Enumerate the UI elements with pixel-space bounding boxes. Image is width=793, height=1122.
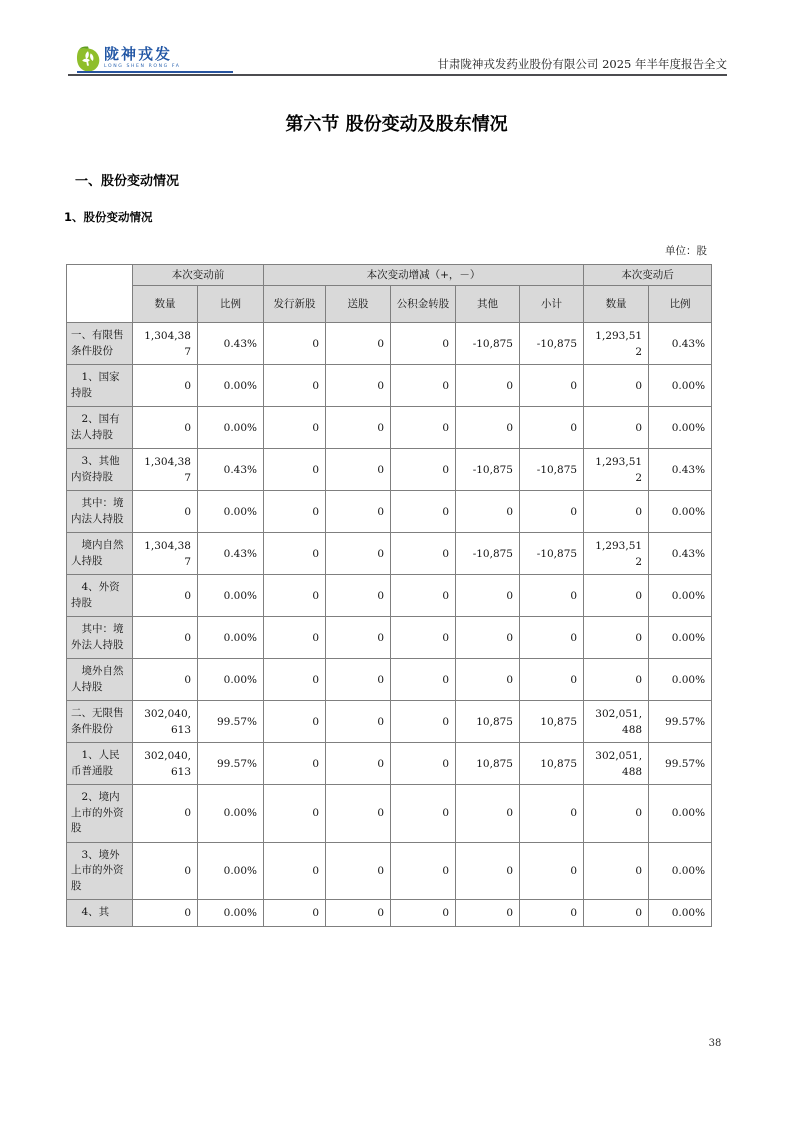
cell-value: 0 xyxy=(391,743,456,785)
cell-value: 1,304,387 xyxy=(133,323,198,365)
cell-value: 0 xyxy=(264,407,326,449)
row-label: 一、有限售条件股份 xyxy=(67,323,133,365)
cell-value: 0 xyxy=(456,575,520,617)
column-header: 其他 xyxy=(456,286,520,323)
table-row xyxy=(67,365,712,407)
cell-value: 0 xyxy=(264,743,326,785)
group-header-after: 本次变动后 xyxy=(584,265,712,286)
cell-value: 0.00% xyxy=(649,407,712,449)
cell-value: 0 xyxy=(584,365,649,407)
cell-value: 0 xyxy=(520,785,584,843)
cell-value: 0 xyxy=(326,659,391,701)
header-rule xyxy=(68,74,727,76)
column-header: 小计 xyxy=(520,286,584,323)
cell-value: 0 xyxy=(391,785,456,843)
row-label: 4、其 xyxy=(67,900,133,927)
cell-value: 0 xyxy=(326,407,391,449)
row-label: 3、境外上市的外资股 xyxy=(67,842,133,900)
cell-value: 0 xyxy=(391,659,456,701)
cell-value: 0 xyxy=(326,842,391,900)
cell-value: 0 xyxy=(326,617,391,659)
cell-value: 0 xyxy=(264,533,326,575)
cell-value: 0.00% xyxy=(649,365,712,407)
cell-value: 0 xyxy=(391,900,456,927)
cell-value: 0 xyxy=(520,900,584,927)
company-logo xyxy=(76,46,180,72)
cell-value: 0 xyxy=(456,659,520,701)
cell-value: 0 xyxy=(584,900,649,927)
cell-value: 0.43% xyxy=(198,533,264,575)
column-header: 送股 xyxy=(326,286,391,323)
cell-value: 0 xyxy=(520,407,584,449)
cell-value: 0.00% xyxy=(198,407,264,449)
cell-value: 0 xyxy=(391,533,456,575)
table-row xyxy=(67,323,712,365)
cell-value: 1,293,512 xyxy=(584,449,649,491)
cell-value: 0 xyxy=(133,842,198,900)
row-label: 1、国家持股 xyxy=(67,365,133,407)
cell-value: 0 xyxy=(456,842,520,900)
cell-value: 0 xyxy=(326,575,391,617)
cell-value: 0.00% xyxy=(198,575,264,617)
cell-value: 0.43% xyxy=(649,449,712,491)
row-label: 2、国有法人持股 xyxy=(67,407,133,449)
cell-value: 302,051,488 xyxy=(584,743,649,785)
cell-value: 0 xyxy=(326,900,391,927)
cell-value: 0 xyxy=(326,533,391,575)
table-header-groups-row xyxy=(67,265,712,286)
cell-value: 0 xyxy=(456,491,520,533)
page-title: 第六节 股份变动及股东情况 xyxy=(285,114,508,135)
row-label: 其中：境外法人持股 xyxy=(67,617,133,659)
cell-value: 0 xyxy=(264,842,326,900)
cell-value: 0 xyxy=(391,449,456,491)
cell-value: -10,875 xyxy=(520,449,584,491)
cell-value: 0 xyxy=(584,407,649,449)
cell-value: 0 xyxy=(520,365,584,407)
cell-value: 0 xyxy=(326,701,391,743)
table-corner-cell xyxy=(67,265,133,323)
cell-value: 0 xyxy=(264,900,326,927)
group-header-change: 本次变动增减（+，－） xyxy=(264,265,584,286)
cell-value: 0.00% xyxy=(649,842,712,900)
cell-value: 0 xyxy=(456,617,520,659)
cell-value: 0 xyxy=(133,407,198,449)
column-header: 数量 xyxy=(133,286,198,323)
cell-value: 0.00% xyxy=(649,575,712,617)
cell-value: 0 xyxy=(584,575,649,617)
cell-value: 0 xyxy=(520,842,584,900)
table-row xyxy=(67,743,712,785)
cell-value: 0.00% xyxy=(198,900,264,927)
table-body xyxy=(67,323,712,927)
cell-value: 0 xyxy=(456,785,520,843)
column-header: 比例 xyxy=(649,286,712,323)
cell-value: -10,875 xyxy=(456,323,520,365)
table-row xyxy=(67,785,712,843)
logo-text-cn: 陇神戎发 xyxy=(104,45,173,63)
cell-value: 0 xyxy=(584,659,649,701)
cell-value: 0 xyxy=(391,617,456,659)
cell-value: 302,051,488 xyxy=(584,701,649,743)
cell-value: 0 xyxy=(391,701,456,743)
cell-value: 10,875 xyxy=(520,701,584,743)
cell-value: 0 xyxy=(264,449,326,491)
cell-value: 0.00% xyxy=(649,659,712,701)
row-label: 境外自然人持股 xyxy=(67,659,133,701)
column-header: 比例 xyxy=(198,286,264,323)
row-label: 4、外资持股 xyxy=(67,575,133,617)
cell-value: -10,875 xyxy=(456,533,520,575)
cell-value: 99.57% xyxy=(649,743,712,785)
cell-value: 0 xyxy=(133,659,198,701)
cell-value: 99.57% xyxy=(649,701,712,743)
table-header-columns-row xyxy=(67,286,712,323)
cell-value: 0.43% xyxy=(198,449,264,491)
cell-value: 0 xyxy=(264,617,326,659)
row-label: 2、境内上市的外资股 xyxy=(67,785,133,843)
cell-value: 0 xyxy=(264,323,326,365)
cell-value: -10,875 xyxy=(520,533,584,575)
cell-value: 0 xyxy=(264,491,326,533)
cell-value: 0 xyxy=(133,900,198,927)
company-logo-icon xyxy=(76,46,100,72)
document-header-title: 甘肃陇神戎发药业股份有限公司 2025 年半年度报告全文 xyxy=(437,57,727,71)
cell-value: 302,040,613 xyxy=(133,743,198,785)
table-row xyxy=(67,533,712,575)
table-row xyxy=(67,449,712,491)
cell-value: 0 xyxy=(133,785,198,843)
cell-value: 0.00% xyxy=(198,617,264,659)
table-row xyxy=(67,842,712,900)
cell-value: 0 xyxy=(456,900,520,927)
cell-value: 0 xyxy=(264,575,326,617)
cell-value: 1,304,387 xyxy=(133,533,198,575)
cell-value: 10,875 xyxy=(456,743,520,785)
cell-value: 0 xyxy=(584,842,649,900)
cell-value: 0 xyxy=(326,743,391,785)
share-change-table xyxy=(66,264,712,927)
cell-value: 0.00% xyxy=(649,900,712,927)
cell-value: 0.00% xyxy=(198,785,264,843)
cell-value: -10,875 xyxy=(456,449,520,491)
cell-value: 0 xyxy=(456,407,520,449)
cell-value: 0 xyxy=(326,491,391,533)
row-label: 1、人民币普通股 xyxy=(67,743,133,785)
cell-value: 0 xyxy=(133,575,198,617)
cell-value: 0.00% xyxy=(198,842,264,900)
cell-value: 10,875 xyxy=(520,743,584,785)
cell-value: 99.57% xyxy=(198,743,264,785)
row-label: 3、其他内资持股 xyxy=(67,449,133,491)
cell-value: 0.43% xyxy=(649,533,712,575)
row-label: 二、无限售条件股份 xyxy=(67,701,133,743)
section-heading: 一、股份变动情况 xyxy=(75,174,180,189)
table-row xyxy=(67,407,712,449)
cell-value: 1,304,387 xyxy=(133,449,198,491)
row-label: 其中：境内法人持股 xyxy=(67,491,133,533)
cell-value: 0 xyxy=(264,701,326,743)
cell-value: 0 xyxy=(584,617,649,659)
column-header: 数量 xyxy=(584,286,649,323)
cell-value: 0.43% xyxy=(649,323,712,365)
logo-text-en: LONG SHEN RONG FA xyxy=(104,64,181,69)
cell-value: 0 xyxy=(520,491,584,533)
table-row xyxy=(67,491,712,533)
table-header xyxy=(67,265,712,323)
cell-value: 0 xyxy=(584,785,649,843)
cell-value: 0 xyxy=(133,365,198,407)
cell-value: 0.00% xyxy=(649,785,712,843)
cell-value: 0 xyxy=(520,575,584,617)
table-row xyxy=(67,575,712,617)
cell-value: 0.00% xyxy=(198,491,264,533)
cell-value: 0 xyxy=(391,407,456,449)
table-row xyxy=(67,900,712,927)
cell-value: 0.43% xyxy=(198,323,264,365)
row-label: 境内自然人持股 xyxy=(67,533,133,575)
column-header: 发行新股 xyxy=(264,286,326,323)
cell-value: 0.00% xyxy=(198,365,264,407)
table-row xyxy=(67,659,712,701)
subsection-heading: 1、股份变动情况 xyxy=(64,210,153,224)
cell-value: 0.00% xyxy=(649,617,712,659)
cell-value: 0 xyxy=(133,491,198,533)
cell-value: 0 xyxy=(391,575,456,617)
logo-underline xyxy=(77,71,233,73)
group-header-before: 本次变动前 xyxy=(133,265,264,286)
column-header: 公积金转股 xyxy=(391,286,456,323)
cell-value: 0.00% xyxy=(649,491,712,533)
cell-value: 10,875 xyxy=(456,701,520,743)
table-row xyxy=(67,701,712,743)
cell-value: 99.57% xyxy=(198,701,264,743)
cell-value: 0 xyxy=(326,449,391,491)
cell-value: 0 xyxy=(520,617,584,659)
cell-value: 0 xyxy=(391,491,456,533)
cell-value: 0 xyxy=(326,323,391,365)
cell-value: 0 xyxy=(456,365,520,407)
cell-value: 0.00% xyxy=(198,659,264,701)
cell-value: 0 xyxy=(391,323,456,365)
logo-text xyxy=(104,46,180,69)
cell-value: 0 xyxy=(326,365,391,407)
cell-value: 0 xyxy=(391,365,456,407)
cell-value: 0 xyxy=(264,365,326,407)
cell-value: 0 xyxy=(391,842,456,900)
table-row xyxy=(67,617,712,659)
cell-value: 0 xyxy=(264,659,326,701)
cell-value: 302,040,613 xyxy=(133,701,198,743)
cell-value: 0 xyxy=(264,785,326,843)
cell-value: 0 xyxy=(520,659,584,701)
cell-value: 0 xyxy=(326,785,391,843)
cell-value: 0 xyxy=(584,491,649,533)
cell-value: 0 xyxy=(133,617,198,659)
cell-value: -10,875 xyxy=(520,323,584,365)
cell-value: 1,293,512 xyxy=(584,533,649,575)
page-number: 38 xyxy=(708,1038,722,1049)
unit-label: 单位：股 xyxy=(665,245,707,257)
cell-value: 1,293,512 xyxy=(584,323,649,365)
